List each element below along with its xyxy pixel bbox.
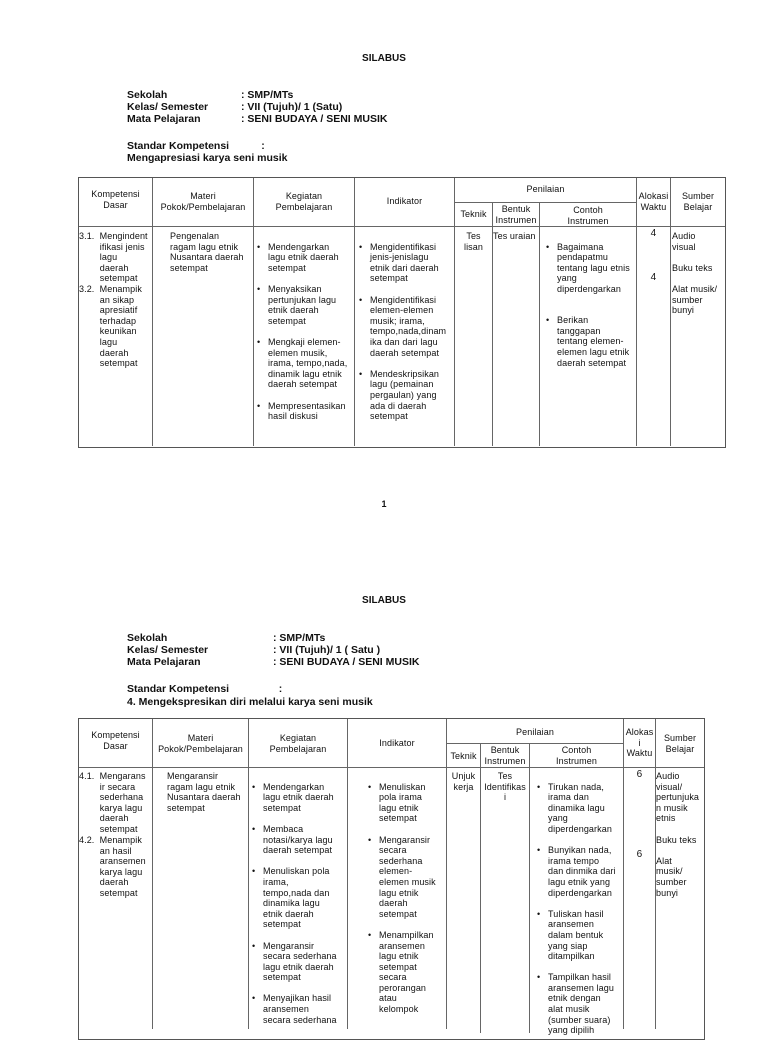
list-item: • Mengkaji elemen- elemen musik, irama, tempo,nada, dinamik lagu etnik daerah setempat (268, 337, 354, 390)
header-sumber: Sumber Belajar (681, 191, 715, 212)
list-item: • Mempresentasikan hasil diskusi (268, 401, 354, 422)
header-contoh: Contoh Instrumen (556, 745, 597, 766)
meta-label: Kelas/ Semester (127, 101, 209, 113)
kegiatan-list (268, 231, 354, 432)
header-indikator: Indikator (379, 738, 415, 748)
list-item: • Menuliskan pola irama lagu etnik setempat (379, 782, 447, 824)
alokasi-value: 4 (650, 272, 657, 283)
list-item: • Tuliskan hasil aransemen dalam bentuk yang siap ditampilkan (548, 909, 624, 962)
kd-item: 4.1. Mengarans ir secara sederhana karya lagu daerah setempat (79, 771, 146, 834)
list-item: • Bunyikan nada, irama tempo dan dinmika dari lagu etnik yang diperdengarkan (548, 845, 624, 898)
header-kegiatan: Kegiatan Pembelajaran (275, 191, 333, 212)
list-item: • Mengaransir secara sederhana lagu etnik daerah setempat (263, 941, 348, 983)
bentuk-value: Tes uraian (493, 231, 536, 241)
teknik-value: Unjuk kerja (451, 771, 476, 792)
standar-kompetensi-text: Mengapresiasi karya seni musik (127, 152, 288, 164)
list-item: • Berikan tanggapan tentang elemen- elemen lagu etnik daerah setempat (557, 315, 637, 368)
header-bentuk: Bentuk Instrumen (495, 204, 537, 225)
list-item: • Menyajikan hasil aransemen secara sederhana (263, 993, 348, 1025)
header-kompetensi-dasar: Kompetensi Dasar (91, 730, 140, 751)
contoh-list (557, 231, 637, 379)
meta-label: Sekolah (127, 89, 168, 101)
standar-kompetensi-text: 4. Mengekspresikan diri melalui karya seni musik (127, 696, 373, 708)
list-item: • Menyaksikan pertunjukan lagu etnik daerah setempat (268, 284, 354, 326)
list-item: • Tirukan nada, irama dan dinamika lagu yang diperdengarkan (548, 782, 624, 835)
page-number: 1 (381, 499, 387, 509)
teknik-value: Tes lisan (463, 231, 483, 252)
header-penilaian: Penilaian (516, 727, 554, 737)
meta-value: : VII (Tujuh)/ 1 (Satu) (241, 101, 343, 113)
alokasi-value: 4 (650, 228, 657, 239)
meta-label: Mata Pelajaran (127, 113, 201, 125)
list-item: • Mengidentifikasi elemen-elemen musik; irama, tempo,nada,dinam ika dan dari lagu daerah setempat (370, 295, 455, 359)
bentuk-value: Tes Identifikas i (484, 771, 526, 803)
sumber-value: Audio visual/ pertunjuka n musik etnis Buku teks Alat musik/ sumber bunyi (656, 771, 700, 898)
kd-item: 3.1. Mengindent ifikasi jenis lagu daerah setempat (79, 231, 148, 284)
list-item: • Membaca notasi/karya lagu daerah setempat (263, 824, 348, 856)
header-teknik: Teknik (460, 209, 487, 219)
header-contoh: Contoh Instrumen (567, 205, 609, 226)
materi-text: Pengenalan ragam lagu etnik Nusantara daerah setempat (170, 231, 244, 273)
indikator-list (370, 231, 455, 432)
list-item: • Mendengarkan lagu etnik daerah setempat (268, 242, 354, 274)
standar-kompetensi-label: Standar Kompetensi : (127, 140, 265, 152)
indikator-list (379, 771, 447, 1025)
silabus-title: SILABUS (362, 53, 406, 64)
list-item: • Mendeskripsikan lagu (pemainan pergaulan) yang ada di daerah setempat (370, 369, 455, 422)
header-sumber: Sumber Belajar (663, 733, 697, 754)
silabus-title: SILABUS (362, 595, 406, 606)
kd-item: 4.2. Menampik an hasil aransemen karya lagu daerah setempat (79, 835, 146, 898)
contoh-list (548, 771, 624, 1046)
meta-label: Sekolah (127, 632, 168, 644)
meta-value: : SENI BUDAYA / SENI MUSIK (273, 656, 420, 668)
meta-label: Mata Pelajaran (127, 656, 201, 668)
meta-value: : SMP/MTs (273, 632, 326, 644)
header-bentuk: Bentuk Instrumen (484, 745, 526, 766)
list-item: • Mengaransir secara sederhana elemen- elemen musik lagu etnik daerah setempat (379, 835, 447, 920)
header-penilaian: Penilaian (526, 184, 565, 194)
header-materi: Materi Pokok/Pembelajaran (158, 733, 243, 754)
list-item: • Menampilkan aransemen lagu etnik setempat secara perorangan atau kelompok (379, 930, 447, 1015)
list-item: • Mengidentifikasi jenis-jenislagu etnik dari daerah setempat (370, 242, 455, 284)
sumber-value: Audio visual Buku teks Alat musik/ sumber bunyi (672, 231, 718, 316)
kd-item: 3.2. Menampik an sikap apresiatif terhadap keunikan lagu daerah setempat (79, 284, 142, 369)
header-materi: Materi Pokok/Pembelajaran (160, 191, 246, 212)
list-item: • Menuliskan pola irama, tempo,nada dan dinamika lagu etnik daerah setempat (263, 866, 348, 930)
kegiatan-list (263, 771, 348, 1036)
meta-value: : SMP/MTs (241, 89, 294, 101)
header-alokasi: Alokas i Waktu (625, 727, 654, 759)
meta-value: : SENI BUDAYA / SENI MUSIK (241, 113, 388, 125)
header-kegiatan: Kegiatan Pembelajaran (269, 733, 327, 754)
list-item: • Tampilkan hasil aransemen lagu etnik dengan alat musik (sumber suara) yang dipilih (548, 972, 624, 1036)
header-alokasi: Alokasi Waktu (638, 191, 669, 212)
header-info (127, 89, 387, 125)
header-teknik: Teknik (450, 751, 477, 761)
header-indikator: Indikator (386, 196, 423, 206)
alokasi-value: 6 (636, 769, 643, 780)
meta-label: Kelas/ Semester (127, 644, 209, 656)
materi-text: Mengaransir ragam lagu etnik Nusantara daerah setempat (167, 771, 241, 813)
list-item: • Mendengarkan lagu etnik daerah setempat (263, 782, 348, 814)
alokasi-value: 6 (636, 849, 643, 860)
list-item: • Bagaimana pendapatmu tentang lagu etnis yang diperdengarkan (557, 242, 637, 295)
meta-value: : VII (Tujuh)/ 1 ( Satu ) (273, 644, 381, 656)
header-kompetensi-dasar: Kompetensi Dasar (91, 189, 140, 210)
header-info (127, 632, 419, 668)
standar-kompetensi-label: Standar Kompetensi : (127, 683, 283, 695)
